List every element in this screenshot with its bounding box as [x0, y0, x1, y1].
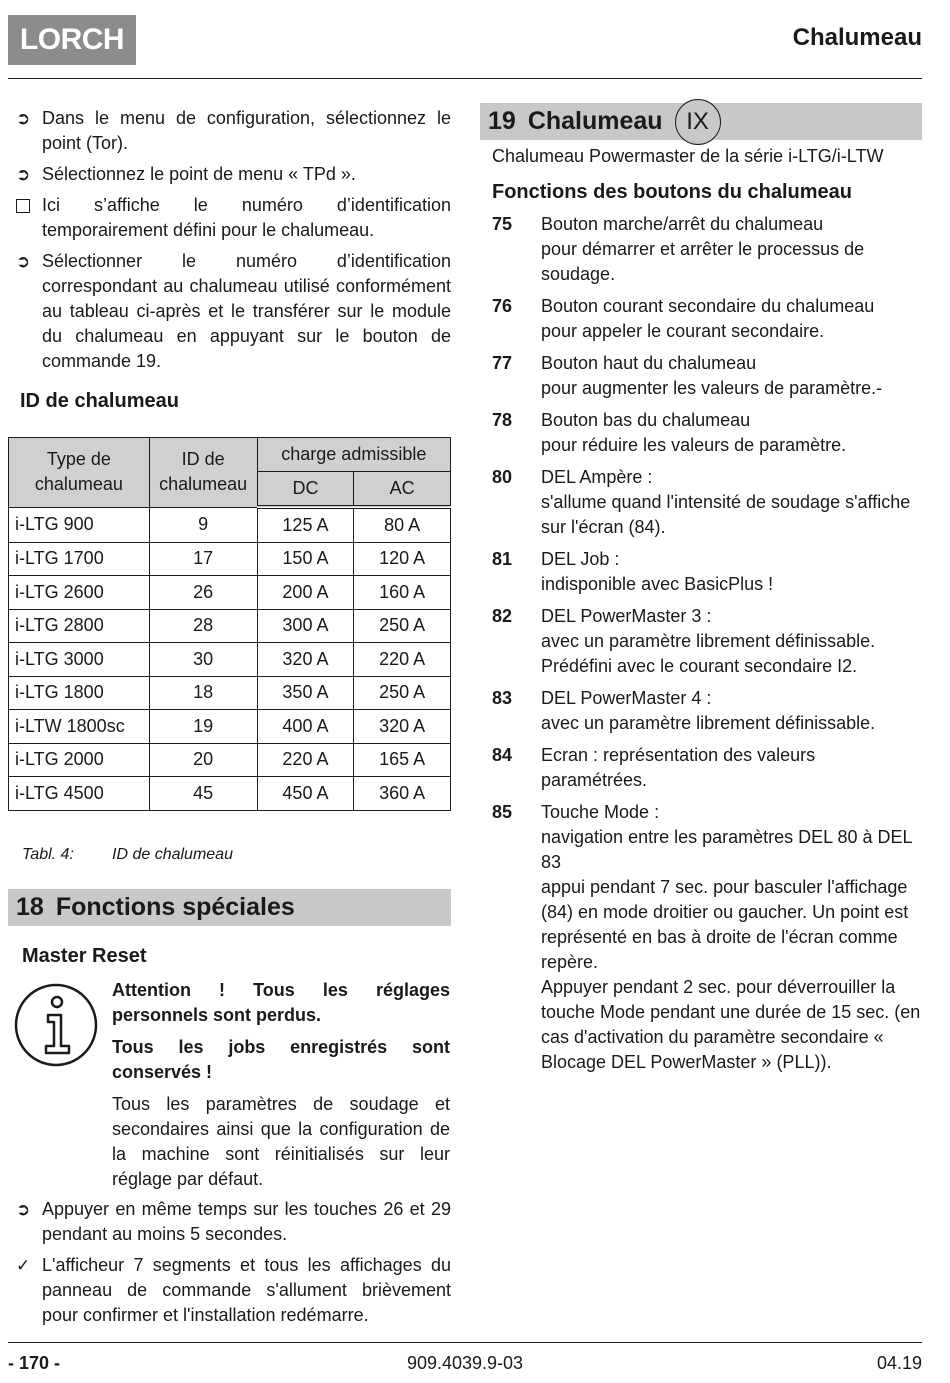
cell-dc: 300 A: [257, 609, 354, 643]
note-warning-1: Attention ! Tous les réglages personnels sont perdus.: [112, 980, 450, 1025]
cell-id: 19: [149, 710, 257, 744]
table-row: [9, 710, 451, 744]
col-header-charge: charge admissible: [257, 438, 450, 472]
function-item: [480, 294, 922, 344]
function-description: pour augmenter les valeurs de paramètre.-: [541, 378, 883, 398]
doc-number: 909.4039.9-03: [406, 1353, 524, 1373]
function-number: 81: [492, 549, 513, 569]
note-warning-2: Tous les jobs enregistrés sont conservés !: [112, 1037, 450, 1082]
function-number: 83: [492, 688, 513, 708]
cell-dc: 200 A: [257, 576, 354, 610]
step-text: Ici s’affiche le numéro d’identification temporairement défini pour le chalumeau.: [42, 195, 451, 240]
cell-type: i-LTG 2800: [9, 609, 150, 643]
function-title: DEL Job :: [541, 549, 620, 569]
function-title: Bouton courant secondaire du chalumeau: [541, 296, 875, 316]
master-reset-title: Master Reset: [22, 945, 147, 967]
cell-ac: 165 A: [354, 743, 451, 777]
table-row: [9, 743, 451, 777]
cell-id: 45: [149, 777, 257, 811]
function-number: 76: [492, 296, 513, 316]
cell-id: 28: [149, 609, 257, 643]
step-text: Sélectionner le numéro d’identification correspondant au chalumeau utilisé conformément au tableau ci-après et le transférer sur le module du chalumeau en appuyant sur le bouton de commande 19.: [42, 251, 451, 371]
table-row: [9, 609, 451, 643]
function-number: 75: [492, 214, 513, 234]
step-text: Sélectionnez le point de menu « TPd ».: [42, 164, 356, 184]
function-text: [541, 547, 922, 597]
function-text: [541, 800, 922, 1075]
function-item: [480, 686, 922, 736]
function-title: Touche Mode :: [541, 802, 660, 822]
table-row: [9, 576, 451, 610]
cell-id: 9: [149, 507, 257, 542]
roman-badge: IX: [675, 99, 721, 145]
master-reset-note: [112, 978, 450, 1199]
arrow-icon: ➲: [16, 252, 31, 271]
function-number: 78: [492, 410, 513, 430]
function-title: Bouton haut du chalumeau: [541, 353, 757, 373]
function-item: [480, 547, 922, 597]
list-item: [16, 1197, 451, 1247]
cell-dc: 400 A: [257, 710, 354, 744]
function-text: [541, 294, 922, 344]
cell-ac: 250 A: [354, 609, 451, 643]
function-item: [480, 212, 922, 287]
list-item: [16, 249, 451, 374]
header-rule: [8, 78, 922, 79]
config-steps: [16, 106, 451, 374]
cell-id: 30: [149, 643, 257, 677]
function-text: [541, 604, 922, 679]
master-reset-steps: [16, 1197, 451, 1334]
list-item: [16, 193, 451, 243]
lorch-logo: LORCH: [8, 15, 136, 65]
cell-ac: 320 A: [354, 710, 451, 744]
function-number: 84: [492, 745, 513, 765]
cell-dc: 150 A: [257, 542, 354, 576]
section-number: 19: [488, 107, 516, 135]
function-text: [541, 465, 922, 540]
function-number: 82: [492, 606, 513, 626]
cell-ac: 220 A: [354, 643, 451, 677]
cell-dc: 320 A: [257, 643, 354, 677]
cell-type: i-LTW 1800sc: [9, 710, 150, 744]
function-title: Bouton bas du chalumeau: [541, 410, 751, 430]
cell-type: i-LTG 2600: [9, 576, 150, 610]
function-title: Bouton marche/arrêt du chalumeau: [541, 214, 824, 234]
function-text: [541, 743, 922, 793]
cell-ac: 250 A: [354, 676, 451, 710]
function-description: pour réduire les valeurs de paramètre.: [541, 435, 847, 455]
function-description: navigation entre les paramètres DEL 80 à DEL 83 appui pendant 7 sec. pour basculer l'affichage (84) en mode droitier ou gaucher. Un point est représenté en bas à droite de l'écran comme repère. Appuyer pendant 2 sec. pour déverrouiller la touche Mode pendant une durée de 15 sec. (en cas d'activation du paramètre secondaire « Blocage DEL PowerMaster » (PLL)).: [541, 827, 921, 1072]
cell-dc: 450 A: [257, 777, 354, 811]
cell-type: i-LTG 1700: [9, 542, 150, 576]
function-text: [541, 686, 922, 736]
function-title: DEL PowerMaster 3 :: [541, 606, 712, 626]
info-icon: [14, 983, 98, 1067]
cell-id: 18: [149, 676, 257, 710]
function-item: [480, 408, 922, 458]
table-row: [9, 643, 451, 677]
cell-id: 26: [149, 576, 257, 610]
function-title: DEL Ampère :: [541, 467, 653, 487]
caption-label: Tabl. 4:: [22, 846, 74, 863]
col-header-type: Type de chalumeau: [9, 438, 150, 508]
page-header-title: Chalumeau: [792, 24, 922, 51]
left-column: [16, 106, 451, 413]
cell-ac: 120 A: [354, 542, 451, 576]
function-description: avec un paramètre librement définissable. Prédéfini avec le courant secondaire I2.: [541, 631, 876, 676]
cell-ac: 80 A: [354, 507, 451, 542]
function-description: s'allume quand l'intensité de soudage s'affiche sur l'écran (84).: [541, 492, 911, 537]
list-item: [16, 1253, 451, 1328]
col-header-id: ID de chalumeau: [149, 438, 257, 508]
function-item: [480, 743, 922, 793]
col-header-dc: DC: [257, 472, 354, 508]
cell-id: 20: [149, 743, 257, 777]
cell-dc: 125 A: [257, 507, 354, 542]
arrow-icon: ➲: [16, 109, 31, 128]
col-header-ac: AC: [354, 472, 451, 508]
cell-id: 17: [149, 542, 257, 576]
function-item: [480, 800, 922, 1075]
function-item: [480, 351, 922, 401]
function-item: [480, 604, 922, 679]
footer-rule: [8, 1342, 922, 1343]
table-row: [9, 777, 451, 811]
function-description: pour démarrer et arrêter le processus de soudage.: [541, 239, 865, 284]
id-heading: ID de chalumeau: [20, 390, 179, 412]
section-number: 18: [16, 893, 44, 921]
function-number: 80: [492, 467, 513, 487]
right-column: [480, 102, 922, 1082]
cell-type: i-LTG 900: [9, 507, 150, 542]
table-row: [9, 676, 451, 710]
caption-text: ID de chalumeau: [112, 846, 233, 863]
cell-type: i-LTG 2000: [9, 743, 150, 777]
function-number: 77: [492, 353, 513, 373]
function-description: avec un paramètre librement définissable.: [541, 713, 876, 733]
functions-heading: Fonctions des boutons du chalumeau: [492, 181, 853, 203]
function-description: pour appeler le courant secondaire.: [541, 321, 825, 341]
section-title: Fonctions spéciales: [55, 893, 295, 921]
section-title: Chalumeau: [527, 107, 663, 135]
cell-type: i-LTG 1800: [9, 676, 150, 710]
table-caption: [22, 846, 233, 864]
table-row: [9, 507, 451, 542]
note-text: Tous les paramètres de soudage et secondaires ainsi que la configuration de la machine sont réinitialisés sur leur réglage par défaut.: [112, 1094, 450, 1189]
table-row: [9, 542, 451, 576]
cell-type: i-LTG 3000: [9, 643, 150, 677]
function-number: 85: [492, 802, 513, 822]
function-text: [541, 408, 922, 458]
functions-list: [480, 212, 922, 1075]
function-title: DEL PowerMaster 4 :: [541, 688, 712, 708]
arrow-icon: ➲: [16, 1200, 31, 1219]
cell-ac: 360 A: [354, 777, 451, 811]
page-number: - 170 -: [8, 1353, 61, 1373]
cell-type: i-LTG 4500: [9, 777, 150, 811]
step-text: Appuyer en même temps sur les touches 26 et 29 pendant au moins 5 secondes.: [42, 1199, 451, 1244]
checkbox-icon: [16, 193, 38, 220]
torch-id-table: [8, 437, 451, 811]
function-description: indisponible avec BasicPlus !: [541, 574, 774, 594]
list-item: [16, 106, 451, 156]
checkmark-icon: ✓: [16, 1256, 31, 1275]
cell-dc: 220 A: [257, 743, 354, 777]
step-text: L'afficheur 7 segments et tous les affichages du panneau de commande s'allument brièvement pour confirmer et l'installation redémarre.: [42, 1255, 451, 1325]
cell-ac: 160 A: [354, 576, 451, 610]
arrow-icon: ➲: [16, 165, 31, 184]
function-title: Ecran : représentation des valeurs paramétrées.: [541, 745, 816, 790]
doc-date: 04.19: [876, 1353, 922, 1373]
function-text: [541, 351, 922, 401]
step-text: Dans le menu de configuration, sélectionnez le point (Tor).: [42, 108, 451, 153]
function-item: [480, 465, 922, 540]
cell-dc: 350 A: [257, 676, 354, 710]
function-text: [541, 212, 922, 287]
section-19-intro: Chalumeau Powermaster de la série i-LTG/i-LTW: [492, 146, 884, 166]
section-18-heading: [8, 889, 451, 926]
list-item: [16, 162, 451, 187]
